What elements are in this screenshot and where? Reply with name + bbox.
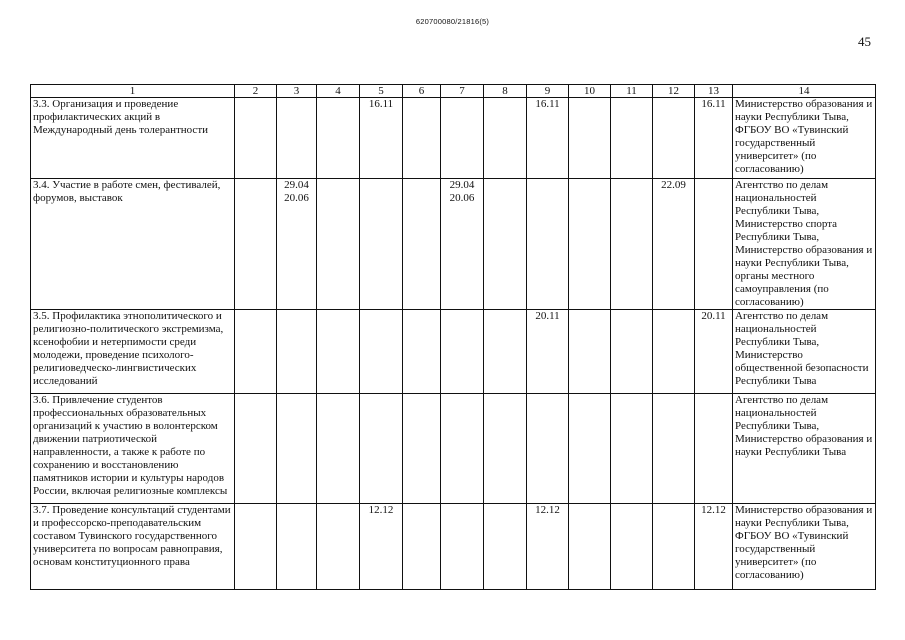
column-header: 8 xyxy=(484,85,527,98)
document-code: 620700080/21816(5) xyxy=(415,17,490,26)
column-header: 11 xyxy=(611,85,653,98)
date-cell xyxy=(484,504,527,590)
table-row xyxy=(31,504,876,590)
date-cell xyxy=(277,504,317,590)
responsible-cell: Министерство образования и науки Республики Тыва, ФГБОУ ВО «Тувинский государственный университет» (по согласованию) xyxy=(733,98,876,179)
date-cell xyxy=(403,98,441,179)
date-cell xyxy=(695,179,733,310)
column-header: 2 xyxy=(235,85,277,98)
date-cell: 20.11 xyxy=(527,310,569,394)
date-cell xyxy=(277,98,317,179)
date-cell xyxy=(527,394,569,504)
date-cell xyxy=(360,394,403,504)
column-header: 4 xyxy=(317,85,360,98)
date-cell: 12.12 xyxy=(527,504,569,590)
date-cell xyxy=(611,98,653,179)
date-cell xyxy=(653,310,695,394)
date-cell xyxy=(235,310,277,394)
date-line: 20.06 xyxy=(284,192,309,204)
date-cell xyxy=(569,98,611,179)
date-cell xyxy=(317,310,360,394)
date-cell xyxy=(653,98,695,179)
date-cell xyxy=(611,179,653,310)
column-header: 3 xyxy=(277,85,317,98)
date-cell xyxy=(235,98,277,179)
column-header: 10 xyxy=(569,85,611,98)
date-cell xyxy=(484,394,527,504)
date-cell xyxy=(403,394,441,504)
date-cell xyxy=(653,504,695,590)
date-cell xyxy=(441,98,484,179)
activity-cell: 3.6. Привлечение студентов профессиональных образовательных организаций к участию в волонтерском движении патриотической направленности, а также к работе по сохранению и восстановлению памятников истории и культуры народов России, включая религиозные комплексы xyxy=(31,394,235,504)
date-cell xyxy=(235,179,277,310)
page-number: 45 xyxy=(858,34,871,49)
responsible-cell: Министерство образования и науки Республики Тыва, ФГБОУ ВО «Тувинский государственный университет» (по согласованию) xyxy=(733,504,876,590)
date-cell xyxy=(441,394,484,504)
date-cell xyxy=(277,310,317,394)
date-cell xyxy=(569,394,611,504)
date-cell: 16.11 xyxy=(527,98,569,179)
responsible-cell: Агентство по делам национальностей Республики Тыва, Министерство спорта Республики Тыва, Министерство образования и науки Республики Тыва, органы местного самоуправления (по согласованию) xyxy=(733,179,876,310)
date-cell xyxy=(441,504,484,590)
date-cell xyxy=(317,98,360,179)
responsible-cell: Агентство по делам национальностей Республики Тыва, Министерство образования и науки Республики Тыва xyxy=(733,394,876,504)
column-header: 9 xyxy=(527,85,569,98)
column-header: 7 xyxy=(441,85,484,98)
date-cell xyxy=(317,179,360,310)
date-cell xyxy=(360,310,403,394)
date-cell xyxy=(277,394,317,504)
date-cell xyxy=(441,179,484,310)
column-header: 5 xyxy=(360,85,403,98)
date-cell: 12.12 xyxy=(695,504,733,590)
date-cell xyxy=(360,179,403,310)
activity-cell: 3.3. Организация и проведение профилактических акций в Международный день толерантности xyxy=(31,98,235,179)
table-row xyxy=(31,310,876,394)
plan-table xyxy=(30,84,876,590)
date-cell xyxy=(695,394,733,504)
date-cell xyxy=(527,179,569,310)
date-cell xyxy=(441,310,484,394)
responsible-cell: Агентство по делам национальностей Республики Тыва, Министерство общественной безопасности Республики Тыва xyxy=(733,310,876,394)
date-cell: 16.11 xyxy=(360,98,403,179)
activity-cell: 3.4. Участие в работе смен, фестивалей, форумов, выставок xyxy=(31,179,235,310)
date-line: 29.04 xyxy=(284,179,309,191)
column-header: 6 xyxy=(403,85,441,98)
date-cell xyxy=(484,179,527,310)
date-cell: 20.11 xyxy=(695,310,733,394)
date-cell xyxy=(569,179,611,310)
date-cell xyxy=(235,394,277,504)
date-cell xyxy=(403,310,441,394)
activity-cell: 3.5. Профилактика этнополитического и религиозно-политического экстремизма, ксенофобии и нетерпимости среди молодежи, проведение психолого-религиоведческо-лингвистических исследований xyxy=(31,310,235,394)
date-cell xyxy=(277,179,317,310)
date-cell xyxy=(611,394,653,504)
table-row xyxy=(31,394,876,504)
date-cell xyxy=(484,310,527,394)
date-cell xyxy=(569,504,611,590)
date-cell xyxy=(403,504,441,590)
date-cell xyxy=(403,179,441,310)
column-header: 12 xyxy=(653,85,695,98)
date-cell xyxy=(317,504,360,590)
activity-cell: 3.7. Проведение консультаций студентами и профессорско-преподавательским составом Тувинского государственного университета по вопросам равноправия, основам конституционного права xyxy=(31,504,235,590)
date-line: 29.04 xyxy=(449,179,475,191)
table-row xyxy=(31,98,876,179)
column-header: 14 xyxy=(733,85,876,98)
column-header: 1 xyxy=(31,85,235,98)
table-row xyxy=(31,179,876,310)
column-header: 13 xyxy=(695,85,733,98)
date-cell xyxy=(235,504,277,590)
date-cell: 12.12 xyxy=(360,504,403,590)
date-line: 20.06 xyxy=(449,192,475,204)
date-cell xyxy=(611,504,653,590)
date-cell: 16.11 xyxy=(695,98,733,179)
date-cell xyxy=(653,394,695,504)
date-cell xyxy=(484,98,527,179)
date-cell xyxy=(611,310,653,394)
date-cell xyxy=(317,394,360,504)
date-cell xyxy=(569,310,611,394)
date-cell: 22.09 xyxy=(653,179,695,310)
header-row xyxy=(31,85,876,98)
